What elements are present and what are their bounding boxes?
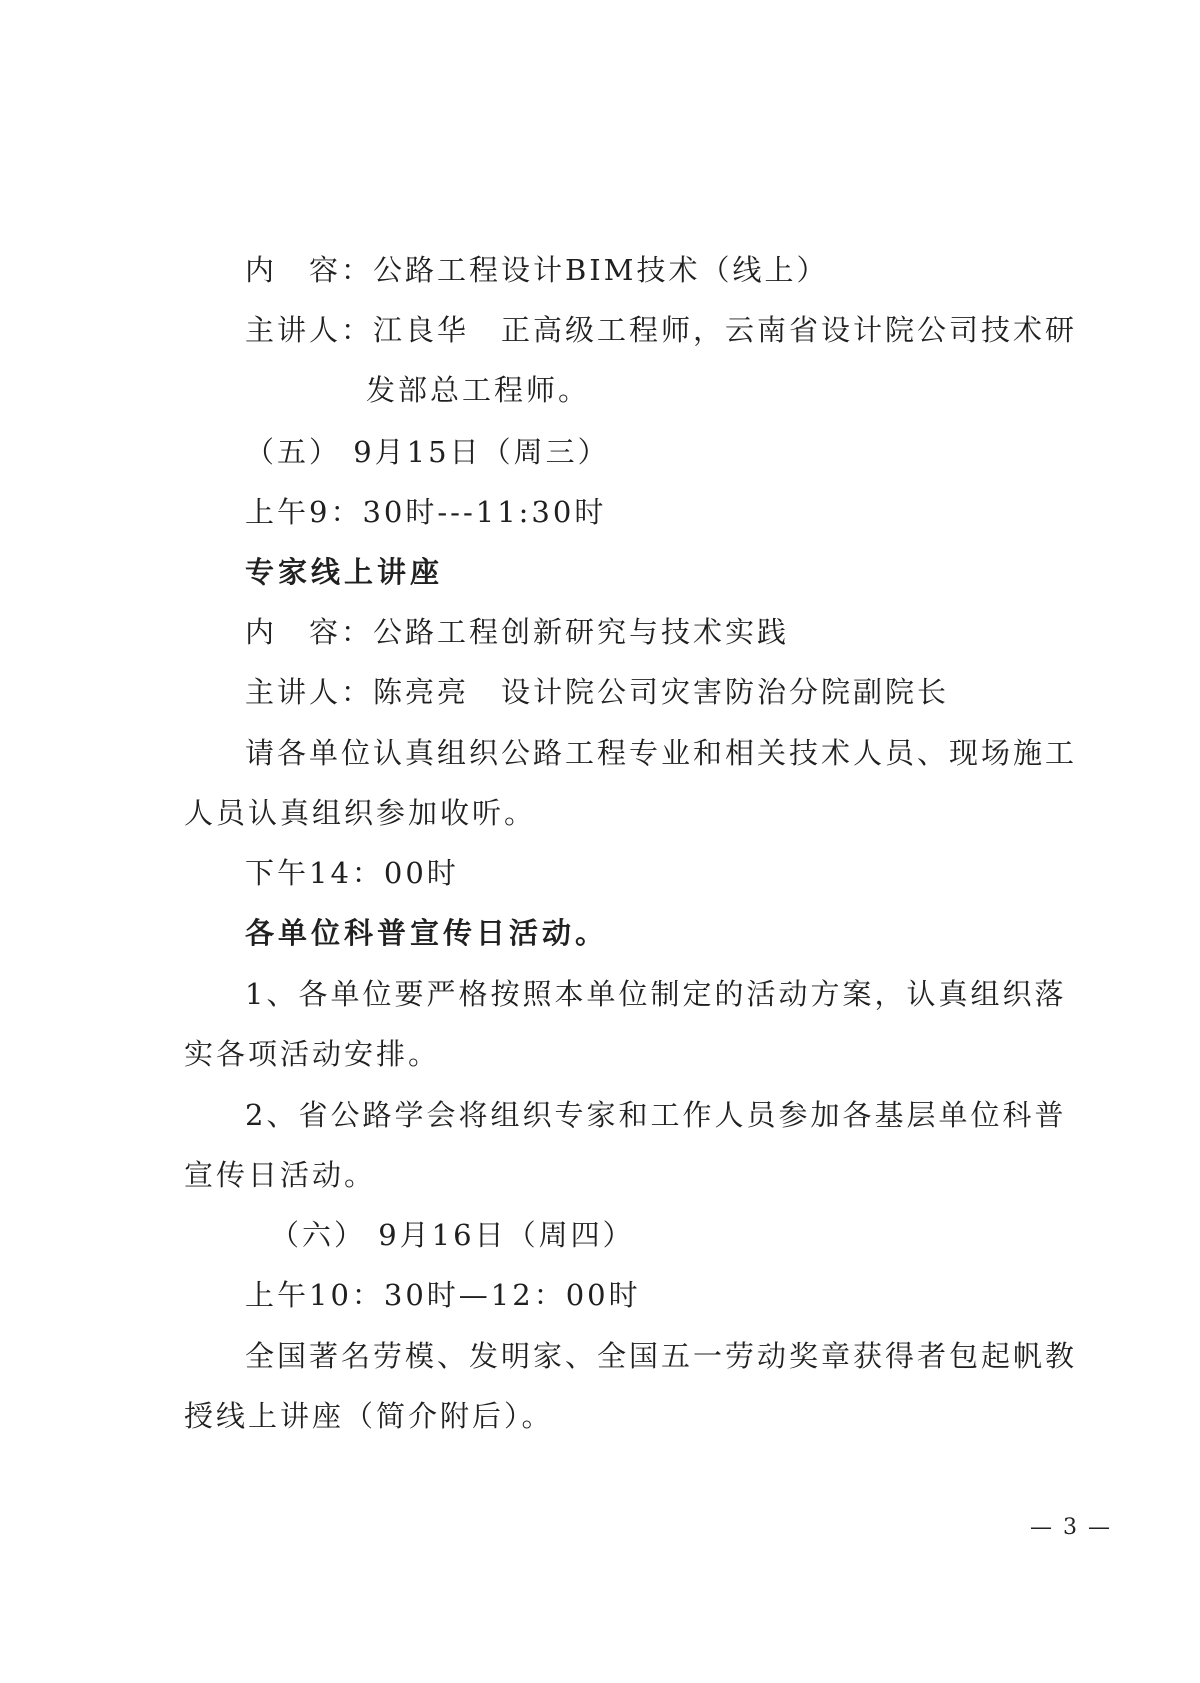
morning-time-line-2: 上午10：30时—12：00时 (245, 1278, 641, 1312)
activity-item-2-line-2: 宣传日活动。 (184, 1158, 377, 1192)
science-day-activity-title: 各单位科普宣传日活动。 (245, 916, 609, 950)
notice-paragraph-line-2: 人员认真组织参加收听。 (184, 796, 537, 830)
morning-time-line: 上午9：30时---11:30时 (245, 495, 607, 529)
expert-lecture-title: 专家线上讲座 (245, 555, 444, 589)
afternoon-time-line: 下午14：00时 (245, 856, 459, 890)
speaker-line-2: 主讲人：陈亮亮 设计院公司灾害防治分院副院长 (245, 675, 950, 709)
speaker-line-1: 主讲人：江良华 正高级工程师，云南省设计院公司技术研 (245, 313, 1078, 347)
notice-paragraph-line-1: 请各单位认真组织公路工程专业和相关技术人员、现场施工 (245, 736, 1078, 770)
section-six-heading: （六） 9月16日（周四） (270, 1218, 635, 1252)
activity-item-2-line-1: 2、省公路学会将组织专家和工作人员参加各基层单位科普 (245, 1098, 1067, 1132)
content-line-1: 内 容：公路工程设计BIM技术（线上） (245, 253, 829, 287)
lecture-description-line-1: 全国著名劳模、发明家、全国五一劳动奖章获得者包起帆教 (245, 1339, 1078, 1373)
speaker-line-1-continuation: 发部总工程师。 (366, 373, 591, 407)
page-number: — 3 — (1030, 1515, 1112, 1540)
content-line-2: 内 容：公路工程创新研究与技术实践 (245, 615, 790, 649)
activity-item-1-line-2: 实各项活动安排。 (184, 1037, 441, 1071)
activity-item-1-line-1: 1、各单位要严格按照本单位制定的活动方案，认真组织落 (245, 977, 1067, 1011)
lecture-description-line-2: 授线上讲座（简介附后）。 (184, 1399, 554, 1433)
section-five-heading: （五） 9月15日（周三） (245, 435, 610, 469)
